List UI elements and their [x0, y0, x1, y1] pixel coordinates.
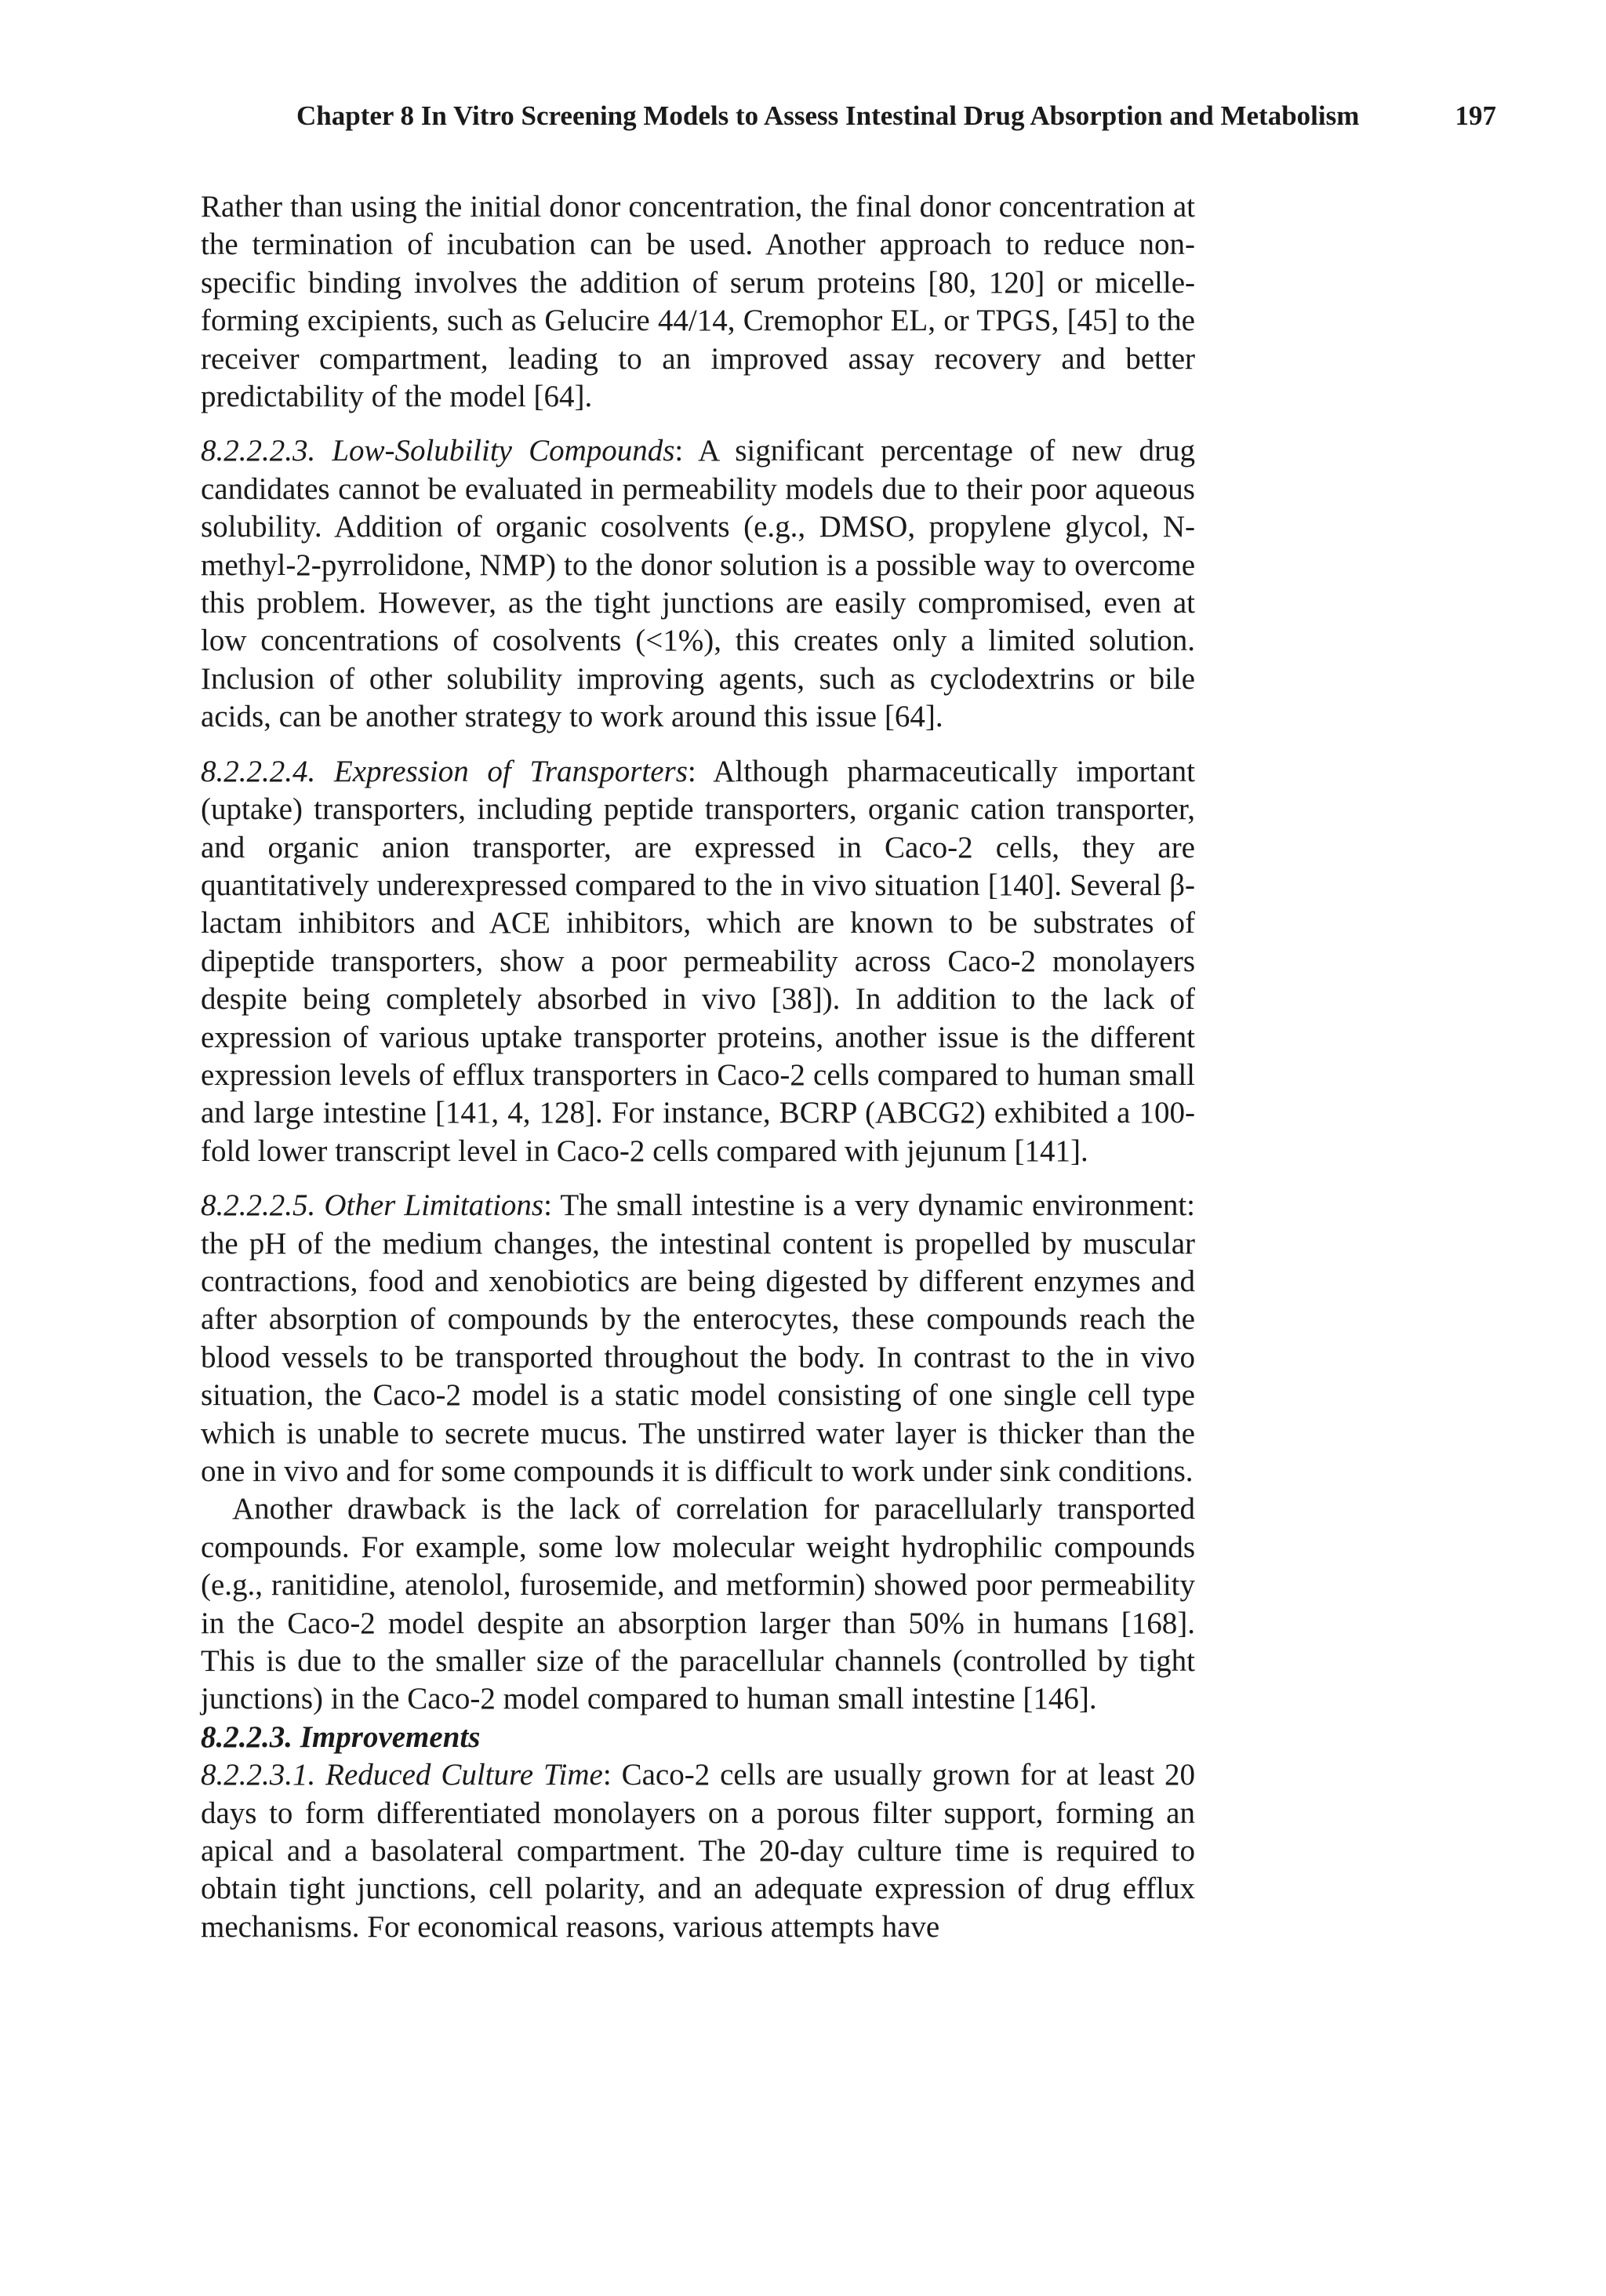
subsection-label-other-limitations: 8.2.2.2.5. Other Limitations	[201, 1188, 544, 1223]
paragraph-nonspecific-binding: Rather than using the initial donor concentration, the final donor concentration at the termination of incubation can be used. Another approach to reduce non-specific binding involves the addition of serum proteins [80, 120] or micelle-forming excipients, such as Gelucire 44/14, Cremophor EL, or TPGS, [45] to the receiver compartment, leading to an improved assay recovery and better predictability of the model [64].	[201, 190, 1195, 414]
paragraph-text-other-limitations: : The small intestine is a very dynamic environment: the pH of the medium changes, the intestinal content is propelled by muscular contractions, food and xenobiotics are being digested by different enzymes and after absorption of compounds by the enterocytes, these compounds reach the blood vessels to be transported throughout the body. In contrast to the in vivo situation, the Caco-2 model is a static model consisting of one single cell type which is unable to secrete mucus. The unstirred water layer is thicker than the one in vivo and for some compounds it is difficult to work under sink conditions.	[201, 1188, 1195, 1488]
paragraph-text-reduced-culture-time: : Caco-2 cells are usually grown for at least 20 days to form differentiated monolayers on a porous filter support, forming an apical and a basolateral compartment. The 20-day culture time is required to obtain tight junctions, cell polarity, and an adequate expression of drug efflux mechanisms. For economical reasons, various attempts have	[201, 1758, 1195, 1944]
paragraph-low-solubility	[201, 432, 1195, 736]
subsection-label-transporters: 8.2.2.2.4. Expression of Transporters	[201, 754, 688, 788]
paragraph-transporters	[201, 753, 1195, 1170]
paragraph-reduced-culture-time	[201, 1756, 1195, 1946]
body-text	[201, 188, 1195, 1946]
subsection-label-reduced-culture-time: 8.2.2.3.1. Reduced Culture Time	[201, 1758, 603, 1792]
running-title: Chapter 8 In Vitro Screening Models to Assess Intestinal Drug Absorption and Metabolism	[296, 100, 1360, 131]
paragraph-other-limitations	[201, 1187, 1195, 1490]
paragraph-text-transporters: : Although pharmaceutically important (uptake) transporters, including peptide transporters, organic cation transporter, and organic anion transporter, are expressed in Caco-2 cells, they are quantitatively underexpressed compared to the in vivo situation [140]. Several β-lactam inhibitors and ACE inhibitors, which are known to be substrates of dipeptide transporters, show a poor permeability across Caco-2 monolayers despite being completely absorbed in vivo [38]). In addition to the lack of expression of various uptake transporter proteins, another issue is the different expression levels of efflux transporters in Caco-2 cells compared to human small and large intestine [141, 4, 128]. For instance, BCRP (ABCG2) exhibited a 100-fold lower transcript level in Caco-2 cells compared with jejunum [141].	[201, 754, 1195, 1168]
subsection-label-low-solubility: 8.2.2.2.3. Low-Solubility Compounds	[201, 434, 675, 468]
paragraph-paracellular: Another drawback is the lack of correlation for paracellularly transported compounds. For example, some low molecular weight hydrophilic compounds (e.g., ranitidine, atenolol, furosemide, and metformin) showed poor permeability in the Caco-2 model despite an absorption larger than 50% in humans [168]. This is due to the smaller size of the paracellular channels (controlled by tight junctions) in the Caco-2 model compared to human small intestine [146].	[201, 1492, 1195, 1716]
section-heading-improvements: 8.2.2.3. Improvements	[201, 1719, 481, 1754]
page-number: 197	[1455, 100, 1496, 131]
paragraph-text-low-solubility: : A significant percentage of new drug candidates cannot be evaluated in permeability models due to their poor aqueous solubility. Addition of organic cosolvents (e.g., DMSO, propylene glycol, N-methyl-2-pyrrolidone, NMP) to the donor solution is a possible way to overcome this problem. However, as the tight junctions are easily compromised, even at low concentrations of cosolvents (<1%), this creates only a limited solution. Inclusion of other solubility improving agents, such as cyclodextrins or bile acids, can be another strategy to work around this issue [64].	[201, 434, 1195, 734]
